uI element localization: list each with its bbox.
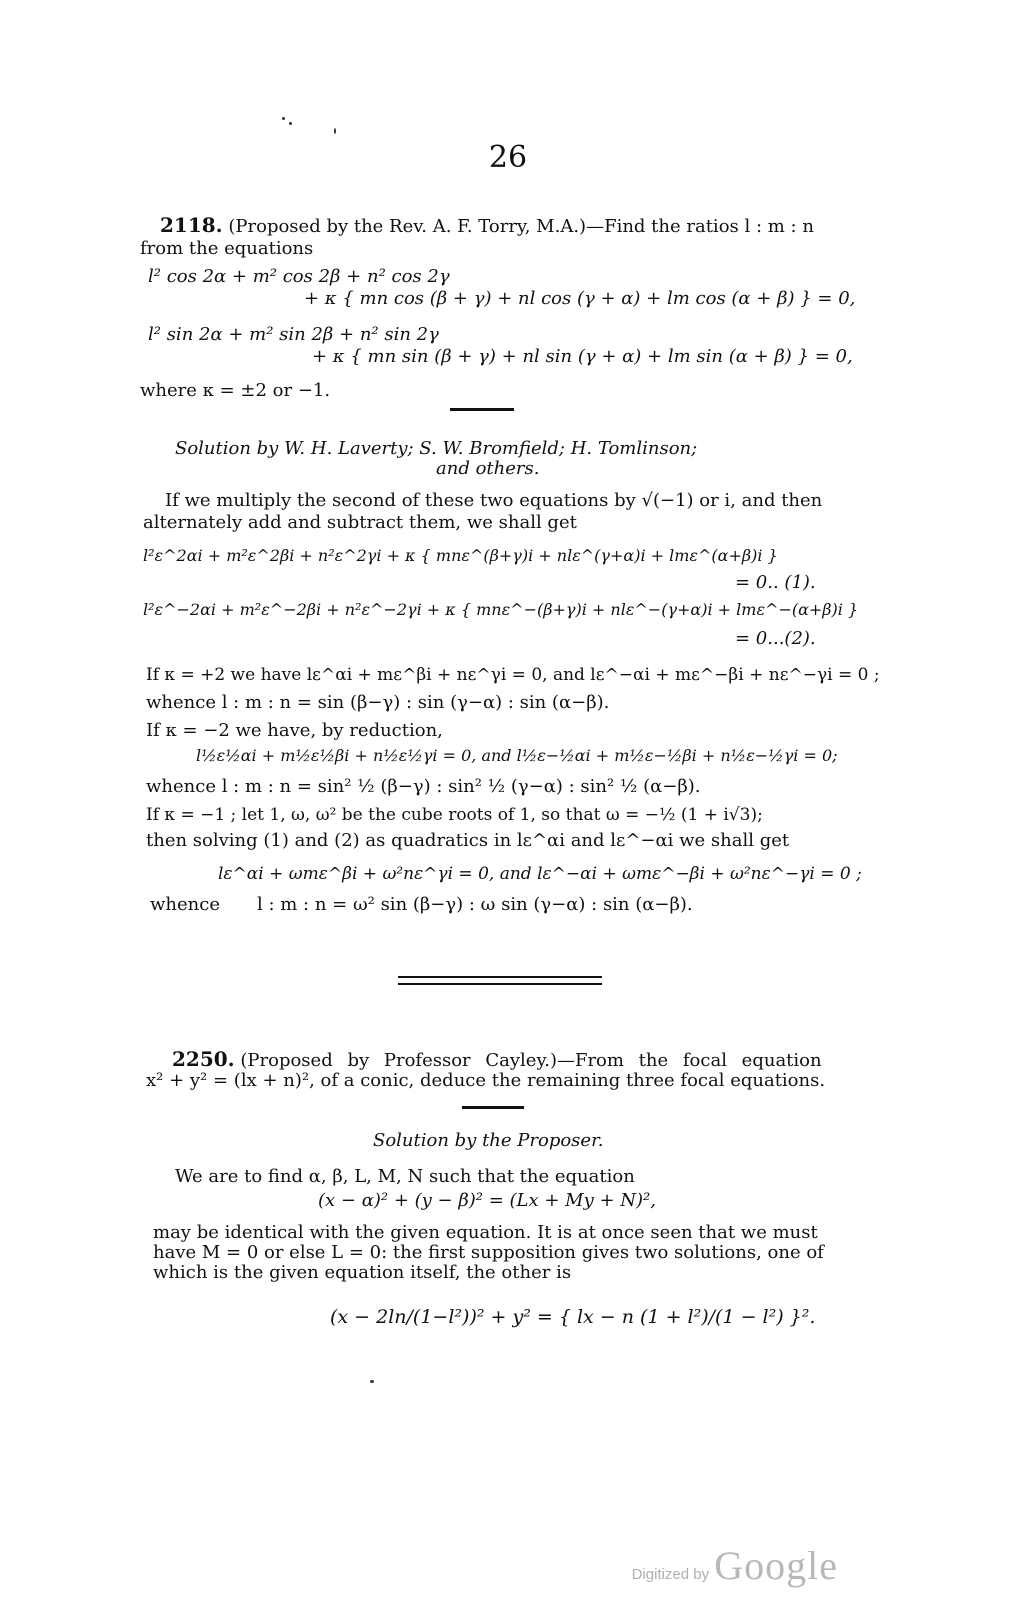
google-logo: Google <box>714 1543 838 1588</box>
reduction-equation: l½ε½αi + m½ε½βi + n½ε½γi = 0, and l½ε−½αi + m½ε−½βi + n½ε−½γi = 0; <box>196 746 838 765</box>
section-rule <box>450 408 514 411</box>
solution-paragraph-2-line1: may be identical with the given equation. It is at once seen that we must <box>153 1222 818 1243</box>
scan-speck <box>334 128 336 134</box>
identity-equation: (x − α)² + (y − β)² = (Lx + My + N)², <box>318 1190 656 1211</box>
scan-speck <box>282 117 285 120</box>
page-number: 26 <box>488 140 528 175</box>
whence-word: whence <box>150 894 220 915</box>
equation-1a: l² cos 2α + m² cos 2β + n² cos 2γ <box>148 266 450 287</box>
scan-speck <box>370 1380 374 1383</box>
case-kappa-plus-2: If κ = +2 we have lε^αi + mε^βi + nε^γi = 0, and lε^−αi + mε^−βi + nε^−γi = 0 ; <box>146 665 880 685</box>
scan-speck <box>289 122 292 125</box>
case-kappa-minus-1: If κ = −1 ; let 1, ω, ω² be the cube roots of 1, so that ω = −½ (1 + i√3); <box>146 805 763 825</box>
solution-paragraph-2-line3: which is the given equation itself, the other is <box>153 1262 572 1283</box>
problem-statement: (Proposed by Professor Cayley.)—From the focal equation <box>240 1050 822 1071</box>
ratio-result-1: whence l : m : n = sin (β−γ) : sin (γ−α) : sin (α−β). <box>146 692 610 713</box>
where-clause: where κ = ±2 or −1. <box>140 380 331 401</box>
equation-2-label: = 0...(2). <box>735 628 816 649</box>
section-rule <box>462 1106 524 1109</box>
digitized-watermark <box>632 1542 838 1589</box>
equation-1-label: = 0.. (1). <box>735 572 816 593</box>
solution-paragraph-line2: alternately add and subtract them, we shall get <box>143 512 577 533</box>
problem-statement: (Proposed by the Rev. A. F. Torry, M.A.)—Find the ratios l : m : n <box>228 216 814 237</box>
digitized-by-text: Digitized by <box>631 1566 710 1583</box>
problem-2118-line2: from the equations <box>140 238 314 259</box>
quadratics-line: then solving (1) and (2) as quadratics in lε^αi and lε^−αi we shall get <box>146 830 790 851</box>
equation-2: l²ε^−2αi + m²ε^−2βi + n²ε^−2γi + κ { mnε^−(β+γ)i + nlε^−(γ+α)i + lmε^−(α+β)i } <box>143 600 859 619</box>
solution-byline-2: and others. <box>436 458 540 479</box>
equation-1b: + κ { mn cos (β + γ) + nl cos (γ + α) + lm cos (α + β) } = 0, <box>304 288 856 309</box>
problem-2118-line1 <box>160 214 814 238</box>
solution-byline: Solution by W. H. Laverty; S. W. Bromfield; H. Tomlinson; <box>175 438 698 459</box>
solution-byline: Solution by the Proposer. <box>373 1130 604 1151</box>
final-equation: (x − 2ln/(1−l²))² + y² = { lx − n (1 + l²)/(1 − l²) }². <box>330 1306 816 1328</box>
case-kappa-minus-2: If κ = −2 we have, by reduction, <box>146 720 443 741</box>
equation-1: l²ε^2αi + m²ε^2βi + n²ε^2γi + κ { mnε^(β+γ)i + nlε^(γ+α)i + lmε^(α+β)i } <box>143 546 778 565</box>
cube-root-equation: lε^αi + ωmε^βi + ω²nε^γi = 0, and lε^−αi + ωmε^−βi + ω²nε^−γi = 0 ; <box>218 864 862 884</box>
double-rule-top <box>398 976 602 978</box>
problem-number: 2118. <box>160 213 223 237</box>
solution-paragraph-2-line2: have M = 0 or else L = 0: the first supposition gives two solutions, one of <box>153 1242 824 1263</box>
problem-2250-line1 <box>172 1048 822 1072</box>
double-rule-bottom <box>398 983 602 985</box>
problem-number: 2250. <box>172 1047 235 1071</box>
equation-2a: l² sin 2α + m² sin 2β + n² sin 2γ <box>148 324 439 345</box>
solution-paragraph-1: We are to find α, β, L, M, N such that the equation <box>175 1166 635 1187</box>
equation-2b: + κ { mn sin (β + γ) + nl sin (γ + α) + lm sin (α + β) } = 0, <box>312 346 853 367</box>
solution-paragraph-line1: If we multiply the second of these two equations by √(−1) or i, and then <box>165 490 823 511</box>
ratio-result-2: whence l : m : n = sin² ½ (β−γ) : sin² ½ (γ−α) : sin² ½ (α−β). <box>146 776 701 797</box>
ratio-result-3: l : m : n = ω² sin (β−γ) : ω sin (γ−α) : sin (α−β). <box>257 894 693 915</box>
problem-2250-line2: x² + y² = (lx + n)², of a conic, deduce the remaining three focal equations. <box>146 1070 826 1091</box>
